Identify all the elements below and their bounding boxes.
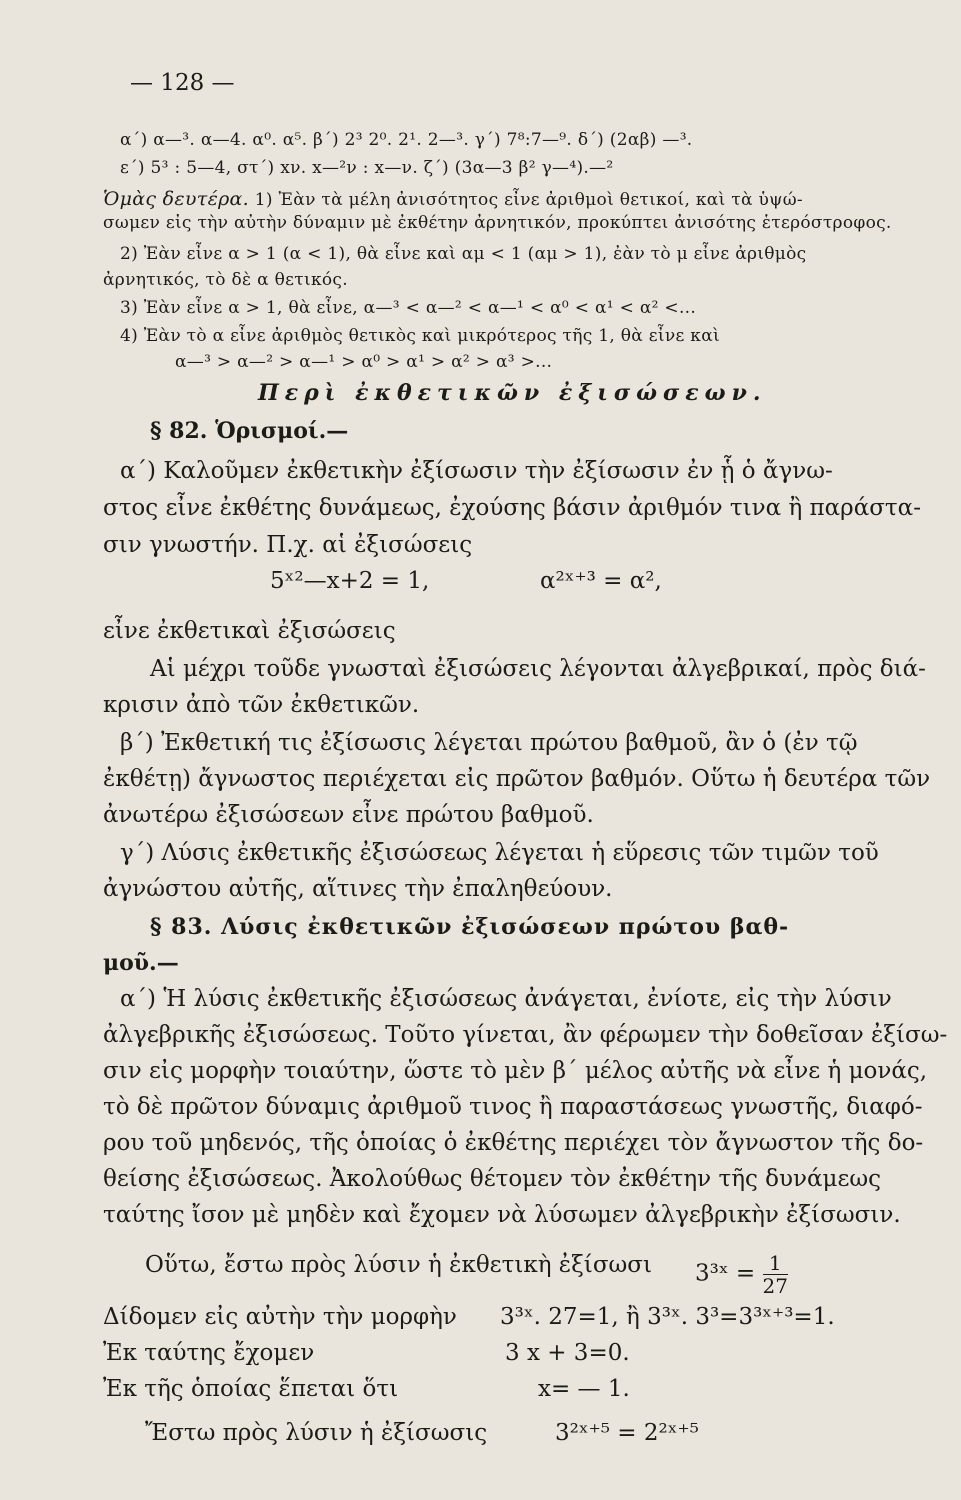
example-4-equation: x= — 1.: [538, 1376, 630, 1402]
example-5-equation: 3²ˣ⁺⁵ = 2²ˣ⁺⁵: [555, 1420, 699, 1446]
s82-line-a4: εἶνε ἐκθετικαὶ ἐξισώσεις: [103, 618, 396, 644]
section-83-heading: § 83. Λύσις ἐκθετικῶν ἐξισώσεων πρώτου βαθ-: [150, 914, 790, 940]
s83-line-2: ἀλγεβρικῆς ἐξισώσεως. Τοῦτο γίνεται, ἂν φέρωμεν τὴν δοθεῖσαν ἐξίσω-: [103, 1022, 948, 1048]
fraction-numerator: 1: [763, 1252, 788, 1275]
answers-row-2: ε΄) 5³ : 5—4, στ΄) xν. x—²ν : x—ν. ζ΄) (3α—3 β² γ—⁴).—²: [120, 158, 614, 178]
s82-line-a2: στος εἶνε ἐκθέτης δυνάμεως, ἐχούσης βάσιν ἀριθμόν τινα ἢ παράστα-: [103, 495, 921, 521]
s82-line-c2: ἀγνώστου αὐτῆς, αἵτινες τὴν ἐπαληθεύουν.: [103, 876, 613, 902]
s83-line-6: θείσης ἐξισώσεως. Ἀκολούθως θέτομεν τὸν ἐκθέτην τῆς δυνάμεως: [103, 1166, 882, 1192]
s82-line-a3: σιν γνωστήν. Π.χ. αἱ ἐξισώσεις: [103, 532, 473, 558]
s82-line-a6: κρισιν ἀπὸ τῶν ἐκθετικῶν.: [103, 692, 420, 718]
example-2-text: Δίδομεν εἰς αὐτὴν τὴν μορφὴν: [103, 1304, 457, 1330]
s82-line-c1: γ΄) Λύσις ἐκθετικῆς ἐξισώσεως λέγεται ἡ εὕρεσις τῶν τιμῶν τοῦ: [120, 840, 879, 866]
s82-line-b2: ἐκθέτῃ) ἄγνωστος περιέχεται εἰς πρῶτον βαθμόν. Οὕτω ἡ δευτέρα τῶν: [103, 766, 931, 792]
example-3-text: Ἐκ ταύτης ἔχομεν: [103, 1340, 315, 1366]
s82-line-a1: α΄) Καλοῦμεν ἐκθετικὴν ἐξίσωσιν τὴν ἐξίσωσιν ἐν ᾗ ὁ ἄγνω-: [120, 458, 833, 484]
group-b-item2-a: 2) Ἐὰν εἶνε α > 1 (α < 1), θὰ εἶνε καὶ αμ < 1 (αμ > 1), ἐὰν τὸ μ εἶνε ἀριθμὸς: [120, 244, 807, 264]
equation-2: α²ˣ⁺³ = α²,: [540, 568, 662, 594]
s83-line-1: α΄) Ἡ λύσις ἐκθετικῆς ἐξισώσεως ἀνάγεται, ἐνίοτε, εἰς τὴν λύσιν: [120, 986, 892, 1012]
example-2-equation: 3³ˣ. 27=1, ἢ 3³ˣ. 3³=3³ˣ⁺³=1.: [500, 1304, 835, 1330]
group-b-item1-b: σωμεν εἰς τὴν αὐτὴν δύναμιν μὲ ἐκθέτην ἀρνητικόν, προκύπτει ἀνισότης ἑτερόστροφος.: [103, 213, 892, 233]
fraction-denominator: 27: [762, 1274, 788, 1298]
group-b-item4-a: 4) Ἐὰν τὸ α εἶνε ἀριθμὸς θετικὸς καὶ μικρότερος τῆς 1, θὰ εἶνε καὶ: [120, 326, 720, 346]
s83-line-5: ρου τοῦ μηδενός, τῆς ὁποίας ὁ ἐκθέτης περιέχει τὸν ἄγνωστον τῆς δο-: [103, 1130, 924, 1156]
example-1-text: Οὕτω, ἔστω πρὸς λύσιν ἡ ἐκθετικὴ ἐξίσωσι: [145, 1252, 652, 1278]
section-83-heading-cont: μοῦ.—: [103, 950, 179, 976]
page-number: — 128 —: [130, 70, 235, 96]
group-b-heading: Ὁμὰς δευτέρα.: [103, 188, 250, 210]
s82-line-a5: Αἱ μέχρι τοῦδε γνωσταὶ ἐξισώσεις λέγονται ἀλγεβρικαί, πρὸς διά-: [150, 656, 926, 682]
s82-line-b1: β΄) Ἐκθετική τις ἐξίσωσις λέγεται πρώτου βαθμοῦ, ἂν ὁ (ἐν τῷ: [120, 730, 858, 756]
group-b-item4-b: α—³ > α—² > α—¹ > α⁰ > α¹ > α² > α³ >...: [175, 352, 553, 372]
equation-1: 5ˣ²—x+2 = 1,: [270, 568, 430, 594]
example-1-lhs: 3³ˣ =: [695, 1260, 756, 1287]
section-82-heading: § 82. Ὁρισμοί.—: [150, 418, 349, 444]
section-title: Περὶ ἐκθετικῶν ἐξισώσεων.: [258, 380, 767, 406]
s83-line-3: σιν εἰς μορφὴν τοιαύτην, ὥστε τὸ μὲν β΄ μέλος αὐτῆς νὰ εἶνε ἡ μονάς,: [103, 1058, 928, 1084]
answers-row-1: α΄) α—³. α—4. α⁰. α⁵. β΄) 2³ 2⁰. 2¹. 2—³. γ΄) 7⁸:7—⁹. δ΄) (2αβ) —³.: [120, 130, 693, 150]
s83-line-4: τὸ δὲ πρῶτον δύναμις ἀριθμοῦ τινος ἢ παραστάσεως γνωστῆς, διαφό-: [103, 1094, 923, 1120]
s82-line-b3: ἀνωτέρω ἐξισώσεων εἶνε πρώτου βαθμοῦ.: [103, 802, 594, 828]
s83-line-7: ταύτης ἴσον μὲ μηδὲν καὶ ἔχομεν νὰ λύσωμεν ἀλγεβρικὴν ἐξίσωσιν.: [103, 1202, 901, 1228]
example-4-text: Ἐκ τῆς ὁποίας ἕπεται ὅτι: [103, 1376, 399, 1402]
example-1-fraction: [763, 1252, 788, 1297]
group-b-line-1: [103, 188, 803, 210]
group-b-item3: 3) Ἐὰν εἶνε α > 1, θὰ εἶνε, α—³ < α—² < α—¹ < α⁰ < α¹ < α² <...: [120, 298, 697, 318]
example-1-equation: [695, 1252, 788, 1297]
example-5-text: Ἔστω πρὸς λύσιν ἡ ἐξίσωσις: [145, 1420, 488, 1446]
group-b-item2-b: ἀρνητικός, τὸ δὲ α θετικός.: [103, 270, 348, 290]
example-3-equation: 3 x + 3=0.: [505, 1340, 630, 1366]
group-b-item1-a: 1) Ἐὰν τὰ μέλη ἀνισότητος εἶνε ἀριθμοὶ θετικοί, καὶ τὰ ὑψώ-: [249, 190, 803, 210]
